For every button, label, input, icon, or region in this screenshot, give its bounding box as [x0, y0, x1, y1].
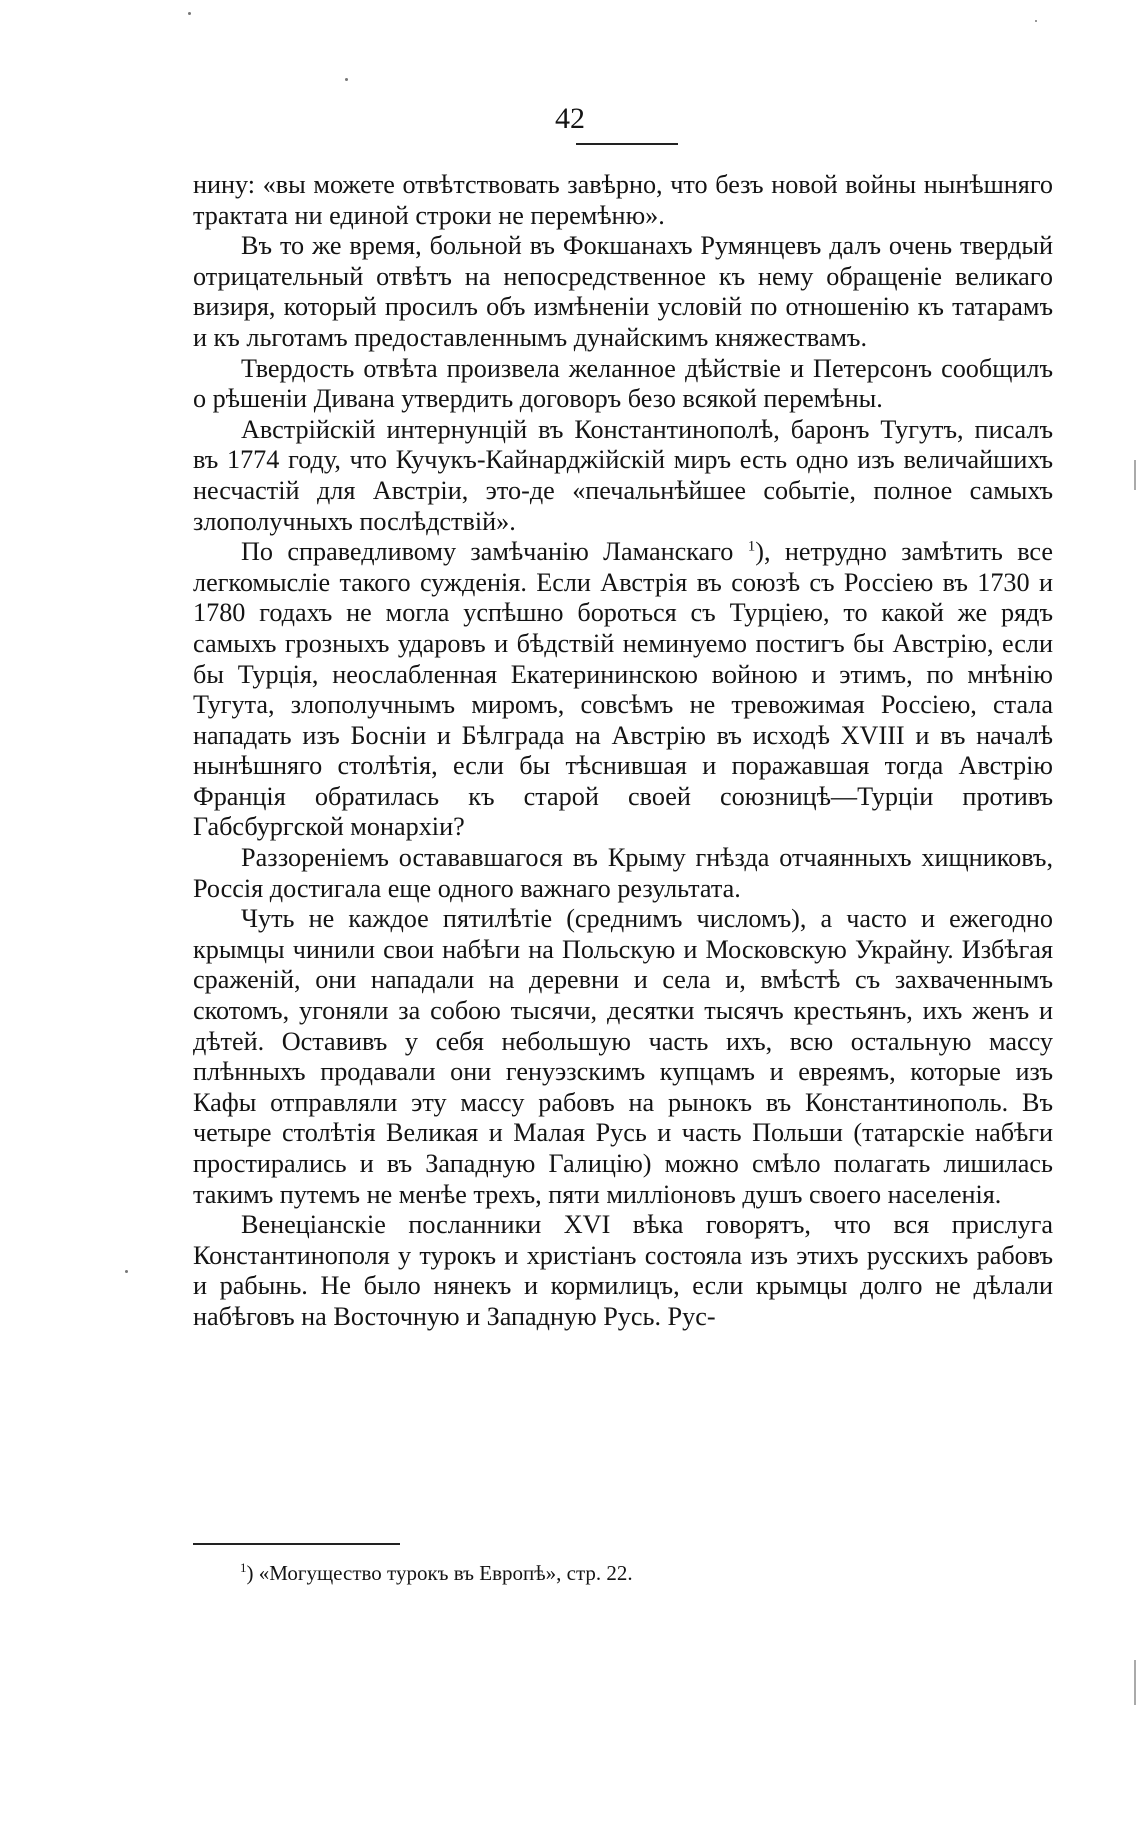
scan-speck	[125, 1270, 128, 1273]
footnote-reference: 1	[747, 538, 756, 555]
scan-speck	[345, 78, 348, 81]
paragraph-2: Въ то же время, больной въ Фокшанахъ Румянцевъ далъ очень твердый отрицательный отвѣтъ на непосредственное къ нему обращеніе великаго визиря, который просилъ объ измѣненіи условій по отношенію къ татарамъ и къ льготамъ предоставленнымъ дунайскимъ княжествамъ.	[193, 231, 1053, 352]
paragraph-3: Твердость отвѣта произвела желанное дѣйствіе и Петерсонъ сообщилъ о рѣшеніи Дивана утвердить договоръ безо всякой перемѣны.	[193, 353, 1053, 414]
paragraph-7: Чуть не каждое пятилѣтіе (среднимъ числомъ), а часто и ежегодно крымцы чинили свои набѣги на Польскую и Московскую Украйну. Избѣгая сраженій, они нападали на деревни и села и, вмѣстѣ съ захваченнымъ скотомъ, угоняли за собою тысячи, десятки тысячъ крестьянъ, ихъ женъ и дѣтей. Оставивъ у себя небольшую часть ихъ, всю остальную массу плѣнныхъ продавали они генуэзскимъ купцамъ и евреямъ, которые изъ Кафы отправляли эту массу рабовъ на рынокъ въ Константинополь. Въ четыре столѣтія Великая и Малая Русь и часть Польши (татарскіе набѣги простирались и въ Западную Галицію) можно смѣло полагать лишилась такимъ путемъ не менѣе трехъ, пяти милліоновъ душъ своего населенія.	[193, 904, 1053, 1209]
scan-speck	[188, 12, 191, 15]
scan-edge-mark	[1134, 460, 1136, 490]
paragraph-5	[193, 537, 1053, 843]
page-number-underline	[576, 143, 678, 145]
paragraph-4: Австрійскій интернунцій въ Константинополѣ, баронъ Тугутъ, писалъ въ 1774 году, что Кучукъ-Кайнарджійскій миръ есть одно изъ величайшихъ несчастій для Австріи, это-де «печальнѣйшее событіе, полное самыхъ злополучныхъ послѣдствій».	[193, 414, 1053, 536]
body-text	[193, 170, 1053, 1333]
footnote-marker: 1	[240, 1560, 247, 1575]
paragraph-1: нину: «вы можете отвѣтствовать завѣрно, что безъ новой войны нынѣшняго трактата ни единой строки не перемѣню».	[193, 170, 1053, 230]
page-number: 42	[555, 102, 585, 135]
footnote-marker-paren: )	[246, 1561, 254, 1585]
paragraph-8: Венеціанскіе посланники XVI вѣка говорятъ, что вся прислуга Константинополя у турокъ и христіанъ состояла изъ этихъ русскихъ рабовъ и рабынь. Не было нянекъ и кормилицъ, если крымцы долго не дѣлали набѣговъ на Восточную и Западную Русь. Рус-	[193, 1210, 1053, 1331]
footnote-reference-paren: )	[755, 537, 764, 567]
paragraph-5-rest: , нетрудно замѣтить все легкомысліе такого сужденія. Если Австрія въ союзѣ съ Россіею въ 1730 и 1780 годахъ не могла успѣшно бороться съ Турціею, то какой же рядъ самыхъ грозныхъ ударовъ и бѣдствій неминуемо постигъ бы Австрію, если бы Турція, неослабленная Екатерининскою войною и этимъ, по мнѣнію Тугута, злополучнымъ миромъ, совсѣмъ не тревожимая Россіею, стала нападать изъ Босніи и Бѣлграда на Австрію въ исходѣ XVIII и въ началѣ нынѣшняго столѣтія, если бы тѣснившая и поражавшая тогда Австрію Франція обратилась къ старой своей союзницѣ—Турціи противъ Габсбургской монархіи?	[193, 537, 1053, 842]
footnote-text: «Могущество турокъ въ Европѣ», стр. 22.	[253, 1561, 633, 1585]
scan-edge-mark	[1134, 1660, 1136, 1705]
footnote-separator	[193, 1543, 400, 1545]
paragraph-5-start: По справедливому замѣчанію Ламанскаго	[241, 537, 734, 567]
footnote	[240, 1560, 1020, 1586]
paragraph-6: Раззореніемъ остававшагося въ Крыму гнѣзда отчаянныхъ хищниковъ, Россія достигала еще одного важнаго результата.	[193, 843, 1053, 903]
scan-speck	[1035, 20, 1037, 22]
